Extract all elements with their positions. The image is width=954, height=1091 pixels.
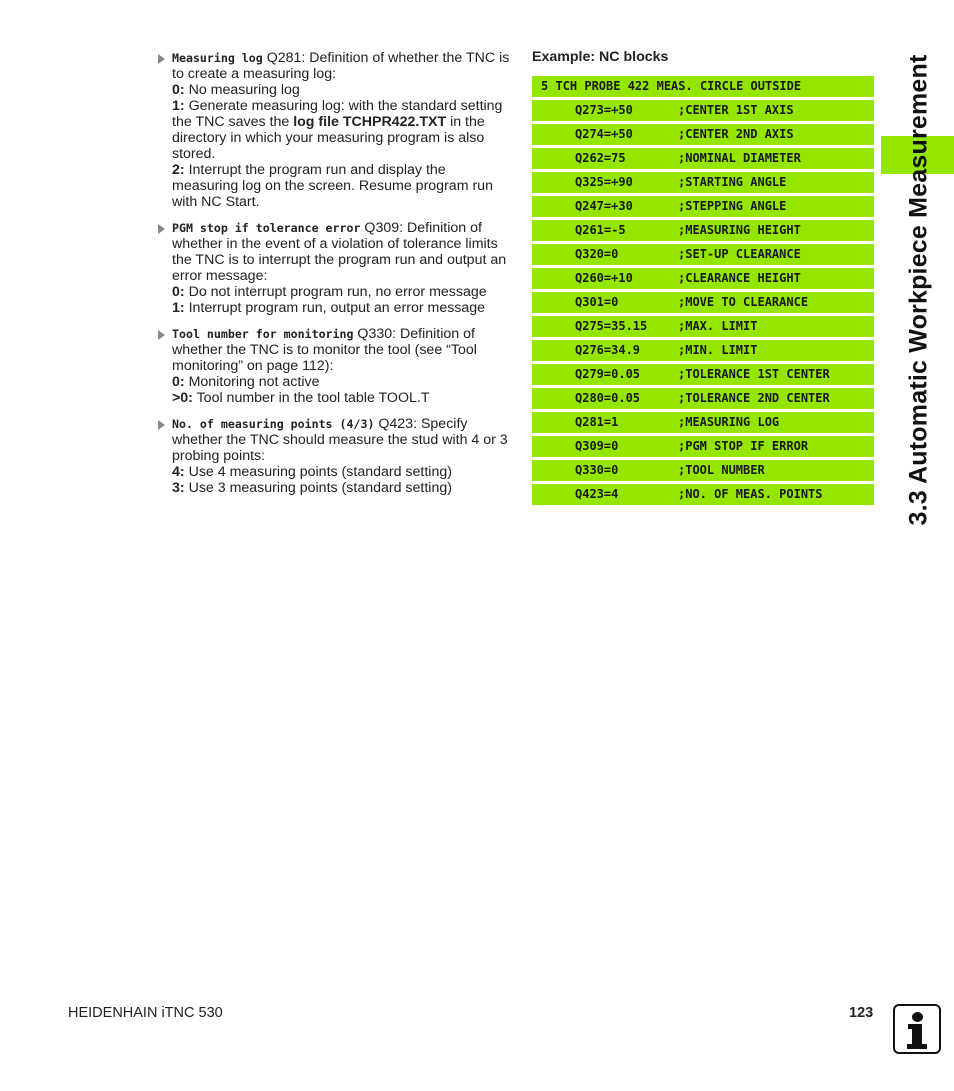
parameter-description: Q309: Definition of whether in the event of a violation of tolerance limits the TNC is to interrupt the program run and output an error message: [172, 220, 507, 284]
nc-block-row [532, 412, 874, 433]
nc-parameter: Q273=+50 [575, 103, 633, 117]
nc-block-row [532, 124, 874, 145]
footer-manual: HEIDENHAIN iTNC 530 [68, 1005, 223, 1021]
nc-block-table [532, 76, 874, 508]
parameter-option [158, 162, 514, 210]
nc-parameter: Q279=0.05 [575, 367, 641, 381]
nc-block-row [532, 220, 874, 241]
parameter-label: Tool number for monitoring [172, 327, 354, 341]
option-key: 4: [172, 464, 185, 480]
nc-block-row [532, 100, 874, 121]
parameter-option [158, 284, 514, 300]
nc-comment: ;CENTER 2ND AXIS [678, 127, 794, 141]
option-text: Use 4 measuring points (standard setting) [184, 464, 452, 480]
nc-comment: ;PGM STOP IF ERROR [678, 439, 809, 453]
parameter-list [158, 50, 514, 506]
nc-parameter: Q309=0 [575, 439, 619, 453]
nc-parameter: Q301=0 [575, 295, 619, 309]
nc-comment: ;TOOL NUMBER [678, 463, 765, 477]
parameter-option [158, 98, 514, 162]
nc-parameter: Q320=0 [575, 247, 619, 261]
nc-comment: ;SET-UP CLEARANCE [678, 247, 801, 261]
parameter-label: PGM stop if tolerance error [172, 221, 361, 235]
parameter-block [158, 220, 514, 316]
chapter-title: 3.3 Automatic Workpiece Measurement [904, 54, 933, 526]
nc-comment: ;MEASURING LOG [678, 415, 780, 429]
example-title: Example: NC blocks [532, 49, 669, 65]
nc-parameter: 5 TCH PROBE 422 MEAS. CIRCLE OUTSIDE [541, 79, 802, 93]
nc-block-row [532, 172, 874, 193]
nc-comment: ;MEASURING HEIGHT [678, 223, 801, 237]
nc-parameter: Q274=+50 [575, 127, 633, 141]
triangle-right-icon [158, 420, 165, 430]
triangle-right-icon [158, 330, 165, 340]
option-key: 2: [172, 162, 185, 178]
parameter-heading [158, 220, 514, 284]
nc-block-row [532, 268, 874, 289]
parameter-description: Q330: Definition of whether the TNC is to monitor the tool (see “Tool monitoring” on page 112): [172, 326, 477, 374]
nc-block-row [532, 148, 874, 169]
option-key: 0: [172, 284, 185, 300]
nc-block-row [532, 436, 874, 457]
nc-block-row [532, 388, 874, 409]
nc-block-row [532, 340, 874, 361]
nc-block-row [532, 364, 874, 385]
option-key: 0: [172, 82, 185, 98]
nc-comment: ;STEPPING ANGLE [678, 199, 787, 213]
parameter-option [158, 390, 514, 406]
option-key: 0: [172, 374, 185, 390]
option-key: 1: [172, 300, 185, 316]
nc-parameter: Q423=4 [575, 487, 619, 501]
nc-block-row [532, 316, 874, 337]
option-text: No measuring log [184, 82, 300, 98]
nc-block-row [532, 76, 874, 97]
nc-parameter: Q280=0.05 [575, 391, 641, 405]
parameter-block [158, 326, 514, 406]
nc-block-row [532, 460, 874, 481]
option-key: 1: [172, 98, 185, 114]
nc-comment: ;NOMINAL DIAMETER [678, 151, 801, 165]
option-text-cont: in the directory in which your measuring program is also stored. [172, 114, 485, 162]
nc-block-row [532, 484, 874, 505]
option-key: >0: [172, 390, 193, 406]
nc-comment: ;TOLERANCE 2ND CENTER [678, 391, 830, 405]
parameter-option [158, 464, 514, 480]
nc-comment: ;CLEARANCE HEIGHT [678, 271, 801, 285]
nc-comment: ;MAX. LIMIT [678, 319, 758, 333]
option-text: Interrupt program run, output an error message [184, 300, 486, 316]
nc-parameter: Q260=+10 [575, 271, 633, 285]
nc-parameter: Q281=1 [575, 415, 619, 429]
parameter-label: No. of measuring points (4/3) [172, 417, 375, 431]
parameter-option [158, 374, 514, 390]
nc-comment: ;STARTING ANGLE [678, 175, 787, 189]
nc-parameter: Q262=75 [575, 151, 626, 165]
option-text: Use 3 measuring points (standard setting) [184, 480, 452, 496]
nc-block-row [532, 196, 874, 217]
parameter-option [158, 300, 514, 316]
option-text: Generate measuring log: with the standard setting the TNC saves the [172, 98, 503, 130]
nc-block-row [532, 292, 874, 313]
nc-comment: ;TOLERANCE 1ST CENTER [678, 367, 830, 381]
page-number: 123 [849, 1005, 874, 1021]
nc-parameter: Q247=+30 [575, 199, 633, 213]
nc-parameter: Q275=35.15 [575, 319, 648, 333]
nc-parameter: Q325=+90 [575, 175, 633, 189]
nc-block-row [532, 244, 874, 265]
parameter-description: Q281: Definition of whether the TNC is to create a measuring log: [172, 50, 510, 82]
parameter-block [158, 416, 514, 496]
option-text: Tool number in the tool table TOOL.T [192, 390, 430, 406]
parameter-option [158, 82, 514, 98]
parameter-description: Q423: Specify whether the TNC should measure the stud with 4 or 3 probing points: [172, 416, 508, 464]
nc-parameter: Q261=-5 [575, 223, 626, 237]
nc-comment: ;CENTER 1ST AXIS [678, 103, 794, 117]
nc-comment: ;MIN. LIMIT [678, 343, 758, 357]
nc-parameter: Q330=0 [575, 463, 619, 477]
triangle-right-icon [158, 224, 165, 234]
option-key: 3: [172, 480, 185, 496]
parameter-heading [158, 326, 514, 374]
nc-comment: ;MOVE TO CLEARANCE [678, 295, 809, 309]
option-text: Monitoring not active [184, 374, 320, 390]
option-text: Do not interrupt program run, no error message [184, 284, 487, 300]
info-icon [893, 1004, 941, 1054]
option-emphasis: log file TCHPR422.TXT [293, 114, 447, 130]
triangle-right-icon [158, 54, 165, 64]
parameter-block [158, 50, 514, 210]
nc-parameter: Q276=34.9 [575, 343, 641, 357]
parameter-option [158, 480, 514, 496]
parameter-heading [158, 416, 514, 464]
option-text: Interrupt the program run and display the measuring log on the screen. Resume program run with NC Start. [172, 162, 493, 210]
parameter-label: Measuring log [172, 51, 263, 65]
nc-comment: ;NO. OF MEAS. POINTS [678, 487, 823, 501]
parameter-heading [158, 50, 514, 82]
